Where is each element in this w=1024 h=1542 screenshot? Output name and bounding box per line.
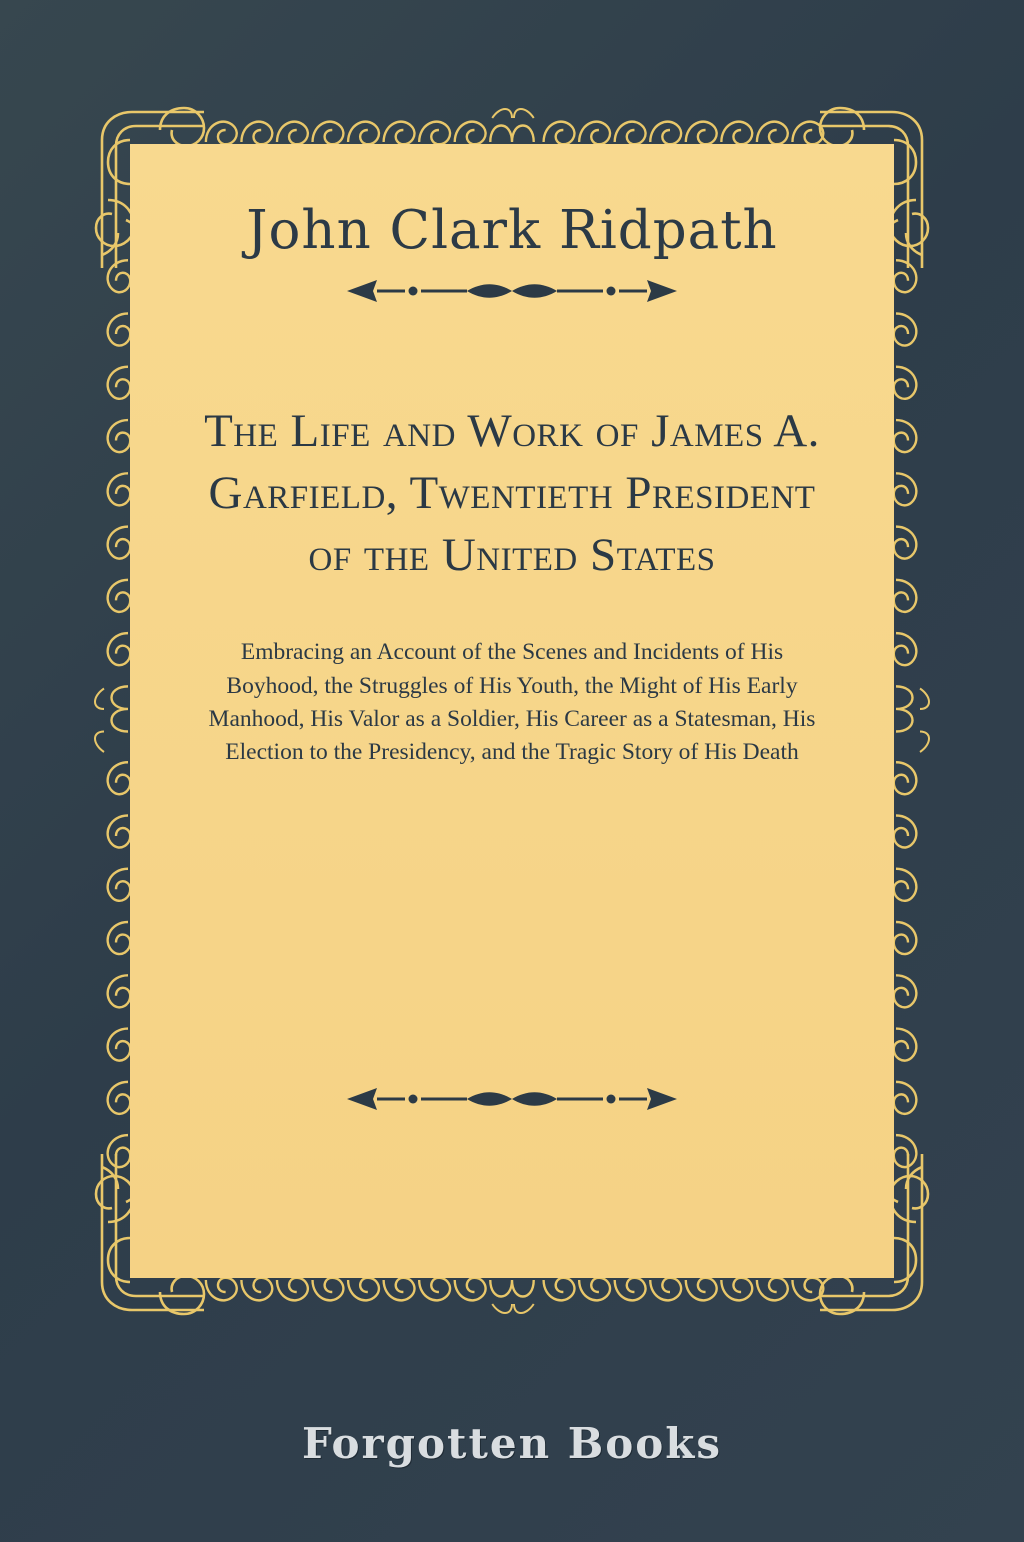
- book-subtitle: Embracing an Account of the Scenes and Incidents of His Boyhood, the Struggles of His Youth, the Might of His Early Manhood, His Valor as a Soldier, His Career as a Statesman, His Election to the Presidency, and the Tragic Story of His Death: [208, 639, 816, 766]
- cover-panel: [130, 144, 894, 1278]
- author-name: John Clark Ridpath: [246, 200, 778, 261]
- divider-bottom-ornament: [347, 1086, 677, 1112]
- divider-top-ornament: [347, 278, 677, 304]
- publisher-name: Forgotten Books: [302, 1419, 722, 1468]
- book-title: The Life and Work of James A. Garfield, Twentieth President of the United States: [204, 405, 820, 582]
